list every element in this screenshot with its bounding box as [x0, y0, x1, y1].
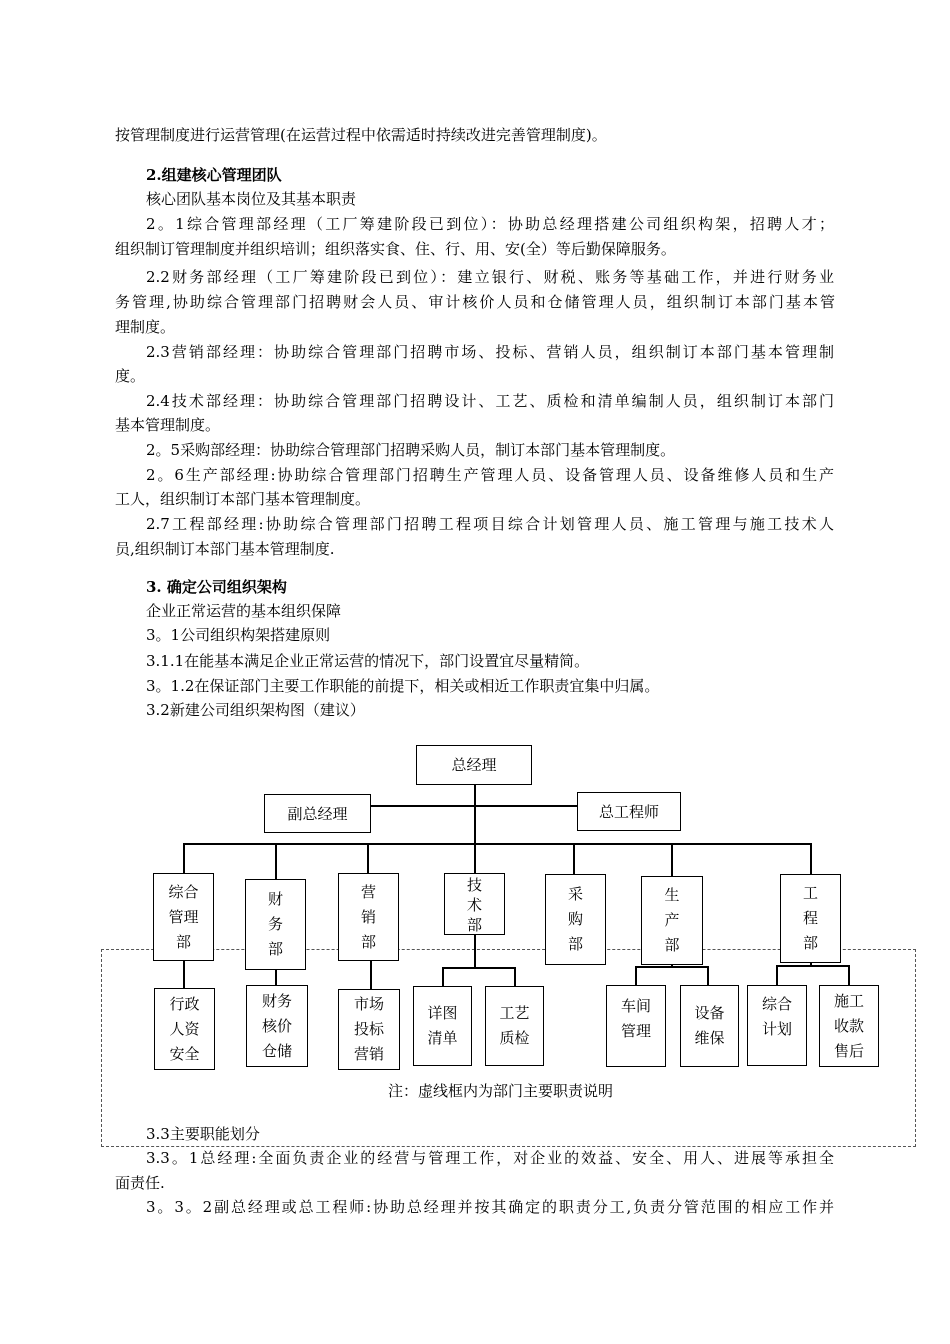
duty-connector — [370, 960, 372, 990]
dept-label-line: 生 — [664, 886, 680, 904]
para-2-7-line2: 员,组织制订本部门基本管理制度. — [115, 540, 335, 558]
duty-label-line: 车间 — [620, 997, 651, 1015]
ceo-connector — [474, 785, 476, 875]
duty-label-line: 营销 — [353, 1045, 384, 1063]
duty-connector — [776, 965, 849, 967]
duty-connector — [442, 967, 444, 987]
para-2-3-line1: 2.3营销部经理：协助综合管理部门招聘市场、投标、营销人员，组织制订本部门基本管理制 — [146, 343, 834, 361]
chief-engineer-box: 总工程师 — [577, 792, 681, 831]
duty-label-line: 施工 — [833, 991, 864, 1010]
intro-line: 按管理制度进行运营管理(在运营过程中依需适时持续改进完善管理制度)。 — [115, 126, 607, 144]
dept-label-line: 程 — [802, 909, 818, 927]
para-2-1-line1: 2。1综合管理部经理（工厂筹建阶段已到位）：协助总经理搭建公司组织构架，招聘人才； — [146, 215, 834, 233]
vp-box: 副总经理 — [264, 794, 371, 833]
duty-drawings-bom — [413, 986, 472, 1066]
duty-label-line: 工艺 — [499, 1004, 530, 1022]
duty-label-line: 核价 — [261, 1016, 292, 1035]
para-3-1-1: 3.1.1在能基本满足企业正常运营的情况下，部门设置宜尽量精简。 — [146, 652, 590, 670]
duty-connector — [275, 969, 277, 986]
para-2-2-line3: 理制度。 — [115, 318, 176, 336]
para-3-3-1-line1: 3.3。1总经理:全面负责企业的经营与管理工作，对企业的效益、安全、用人、进展等承担全 — [146, 1149, 834, 1167]
dept-label-line: 销 — [360, 907, 376, 926]
duty-label-line: 设备 — [694, 1004, 725, 1022]
duty-label-line: 售后 — [833, 1041, 864, 1060]
duty-connector — [183, 960, 185, 989]
department-bus-line — [183, 843, 810, 845]
para-3-1-2: 3。1.2在保证部门主要工作职能的前提下，相关或相近工作职责宜集中归属。 — [146, 677, 660, 695]
duty-connector — [707, 966, 709, 986]
org-chart-note: 注：虚线框内为部门主要职责说明 — [388, 1082, 614, 1100]
dept-label-line: 采 — [567, 885, 583, 903]
dept-label-line: 工 — [802, 884, 818, 902]
section-3-subtitle: 企业正常运营的基本组织保障 — [146, 602, 342, 620]
section-2-heading: 2.组建核心管理团队 — [146, 166, 282, 184]
dept-label-line: 财 — [267, 890, 283, 908]
dept-drop — [367, 843, 369, 874]
duty-workshop-management — [606, 985, 666, 1067]
dept-label-line: 部 — [664, 936, 680, 954]
dept-label-line: 技 — [466, 876, 482, 894]
duty-label-line: 市场 — [353, 995, 384, 1013]
duty-connector — [514, 967, 516, 987]
para-3-3: 3.3主要职能划分 — [146, 1125, 260, 1143]
deputy-connector — [370, 805, 578, 807]
ceo-box: 总经理 — [416, 745, 532, 785]
dept-drop — [275, 843, 277, 879]
para-2-6-line1: 2。6生产部经理:协助综合管理部门招聘生产管理人员、设备管理人员、设备维修人员和生产 — [146, 466, 834, 484]
duty-label-line: 计划 — [761, 1020, 792, 1038]
duty-label-line: 详图 — [427, 1004, 458, 1022]
duty-label-line: 仓储 — [261, 1041, 292, 1060]
dept-label-line: 部 — [360, 932, 376, 951]
duty-connector — [848, 965, 850, 986]
duty-process-qc — [485, 986, 544, 1066]
dept-label-line: 部 — [802, 934, 818, 952]
duty-connector — [776, 965, 778, 986]
duty-admin-hr-safety — [154, 988, 215, 1070]
duty-label-line: 投标 — [353, 1020, 384, 1038]
duty-connector — [635, 966, 708, 968]
section-2-subtitle: 核心团队基本岗位及其基本职责 — [146, 190, 357, 208]
para-2-3-line2: 度。 — [115, 367, 146, 385]
section-3-heading: 3. 确定公司组织架构 — [146, 578, 287, 596]
dept-engineering — [780, 874, 841, 963]
para-2-2-line1: 2.2财务部经理（工厂筹建阶段已到位）：建立银行、财税、账务等基础工作，并进行财务业 — [146, 268, 834, 286]
dept-drop — [810, 843, 812, 874]
dept-label-line: 综合 — [168, 882, 199, 901]
dept-procurement — [545, 874, 606, 965]
dept-label-line: 务 — [267, 915, 283, 933]
dept-marketing — [338, 873, 399, 961]
para-3-1: 3。1公司组织构架搭建原则 — [146, 626, 331, 644]
duty-label-line: 管理 — [620, 1022, 651, 1040]
duty-connector — [635, 966, 637, 986]
duty-finance-pricing-storage — [246, 985, 308, 1067]
duty-label-line: 清单 — [427, 1029, 458, 1047]
para-2-7-line1: 2.7工程部经理:协助综合管理部门招聘工程项目综合计划管理人员、施工管理与施工技术人 — [146, 515, 834, 533]
dept-drop — [671, 843, 673, 876]
duty-integrated-planning — [747, 985, 807, 1066]
dept-production — [641, 876, 703, 965]
duty-label-line: 人资 — [169, 1019, 200, 1038]
duty-label-line: 综合 — [761, 995, 792, 1013]
para-2-2-line2: 务管理,协助综合管理部门招聘财会人员、审计核价人员和仓储管理人员，组织制订本部门基本管 — [115, 293, 835, 311]
duty-connector — [442, 967, 515, 969]
dept-general-admin — [153, 873, 214, 961]
para-3-2: 3.2新建公司组织架构图（建议） — [146, 701, 365, 719]
dept-label-line: 管理 — [168, 907, 199, 926]
dept-technology — [444, 873, 505, 935]
duty-connector — [474, 934, 476, 968]
para-2-6-line2: 工人，组织制订本部门基本管理制度。 — [115, 490, 371, 508]
dept-label-line: 部 — [175, 932, 191, 951]
dept-label-line: 术 — [466, 896, 482, 914]
dept-label-line: 营 — [360, 882, 376, 901]
duty-label-line: 行政 — [169, 994, 200, 1013]
dept-label-line: 部 — [466, 916, 482, 934]
dept-label-line: 部 — [267, 940, 283, 958]
para-2-4-line2: 基本管理制度。 — [115, 416, 221, 434]
para-3-3-1-line2: 面责任. — [115, 1174, 165, 1192]
duty-market-bidding-sales — [338, 989, 400, 1070]
dept-label-line: 部 — [567, 935, 583, 953]
para-2-5-line1: 2。5采购部经理：协助综合管理部门招聘采购人员，制订本部门基本管理制度。 — [146, 441, 676, 459]
duty-label-line: 维保 — [694, 1029, 725, 1047]
dept-drop — [183, 843, 185, 874]
dept-label-line: 产 — [664, 911, 680, 929]
dept-label-line: 购 — [567, 910, 583, 928]
dept-drop — [573, 843, 575, 874]
duty-label-line: 质检 — [499, 1029, 530, 1047]
dept-finance — [245, 879, 306, 970]
duty-label-line: 收款 — [833, 1016, 864, 1035]
duty-equipment-maintenance — [680, 985, 739, 1067]
para-3-3-2-line1: 3。3。2副总经理或总工程师:协助总经理并按其确定的职责分工,负责分管范围的相应工作并 — [146, 1198, 834, 1216]
duty-label-line: 财务 — [261, 991, 292, 1010]
duty-label-line: 安全 — [169, 1044, 200, 1063]
para-2-4-line1: 2.4技术部经理：协助综合管理部门招聘设计、工艺、质检和清单编制人员，组织制订本部门 — [146, 392, 834, 410]
para-2-1-line2: 组织制订管理制度并组织培训；组织落实食、住、行、用、安(全）等后勤保障服务。 — [115, 240, 676, 258]
duty-construction-collection-aftersales — [819, 985, 879, 1067]
